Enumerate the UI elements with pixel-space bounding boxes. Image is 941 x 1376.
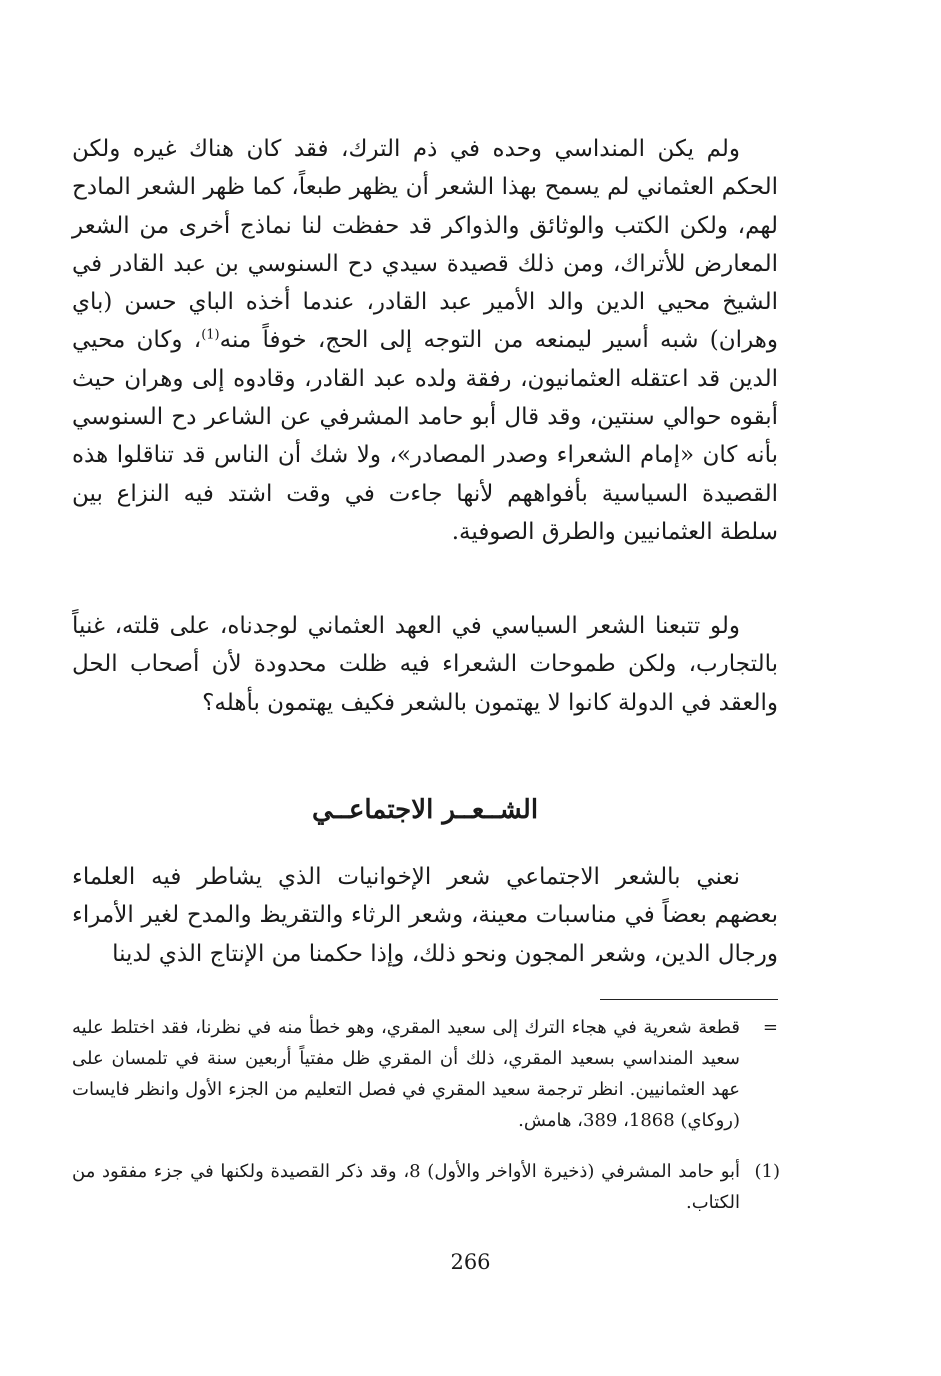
footnote-1-marker: (1): [754, 1161, 780, 1182]
paragraph-1-text: ولم يكن المنداسي وحده في ذم الترك، فقد كان هناك غيره ولكن الحكم العثماني لم يسمح بهذا الشعر أن يظهر طبعاً، كما ظهر الشعر المادح لهم، ولكن الكتب والوثائق والذواكر قد حفظت لنا نماذج أخرى من الشعر المعارض للأتراك، ومن ذلك قصيدة سيدي دح السنوسي بن عبد القادر في الشيخ محيي الدين والد الأمير عبد القادر، عندما أخذه الباي حسن (باي وهران) شبه أسير ليمنعه من التوجه إلى الحج، خوفاً منه: [72, 136, 778, 354]
footnote-separator: [600, 999, 778, 1000]
section-heading: الشــعــر الاجتماعــي: [311, 795, 539, 825]
paragraph-political-poetry: [72, 130, 778, 551]
footnote-continuation: قطعة شعرية في هجاء الترك إلى سعيد المقري، وهو خطأ منه في نظرنا، فقد اختلط عليه سعيد المنداسي بسعيد المقري، ذلك أن المقري ظل مفتياً أربعين سنة في تلمسان على عهد العثمانيين. انظر ترجمة سعيد المقري في فصل التعليم من الجزء الأول وانظر فايسات (روكاي) 1868، 389، هامش.: [72, 1017, 740, 1131]
footnote-continuation-marker: =: [762, 1017, 778, 1038]
paragraph-social-poetry: نعني بالشعر الاجتماعي شعر الإخوانيات الذي يشاطر فيه العلماء بعضهم بعضاً في مناسبات معينة، وشعر الرثاء والتقريظ والمدح لغير الأمراء ورجال الدين، وشعر المجون ونحو ذلك، وإذا حكمنا من الإنتاج الذي لدينا: [72, 864, 778, 967]
paragraph-1-continuation: ، وكان محيي الدين قد اعتقله العثمانيون، رفقة ولده عبد القادر، وقادوه إلى وهران حيث أبقوه حوالي سنتين، وقد قال أبو حامد المشرفي عن الشاعر دح السنوسي بأنه كان «إمام الشعراء وصدر المصادر»، ولا شك أن الناس قد تناقلوا هذه القصيدة السياسية بأفواههم لأنها جاءت في وقت اشتد فيه النزاع بين سلطة العثمانيين والطرق الصوفية.: [72, 327, 778, 545]
paragraph-political-summary: ولو تتبعنا الشعر السياسي في العهد العثماني لوجدناه، على قلته، غنياً بالتجارب، ولكن طموحات الشعراء فيه ظلت محدودة لأن أصحاب الحل والعقد في الدولة كانوا لا يهتمون بالشعر فكيف يهتمون بأهله؟: [72, 613, 778, 716]
footnote-reference-1: (1): [201, 327, 220, 343]
footnote-1: أبو حامد المشرفي (ذخيرة الأواخر والأول) 8، وقد ذكر القصيدة ولكنها في جزء مفقود من الكتاب.: [72, 1161, 741, 1213]
page-number: 266: [450, 1250, 491, 1274]
